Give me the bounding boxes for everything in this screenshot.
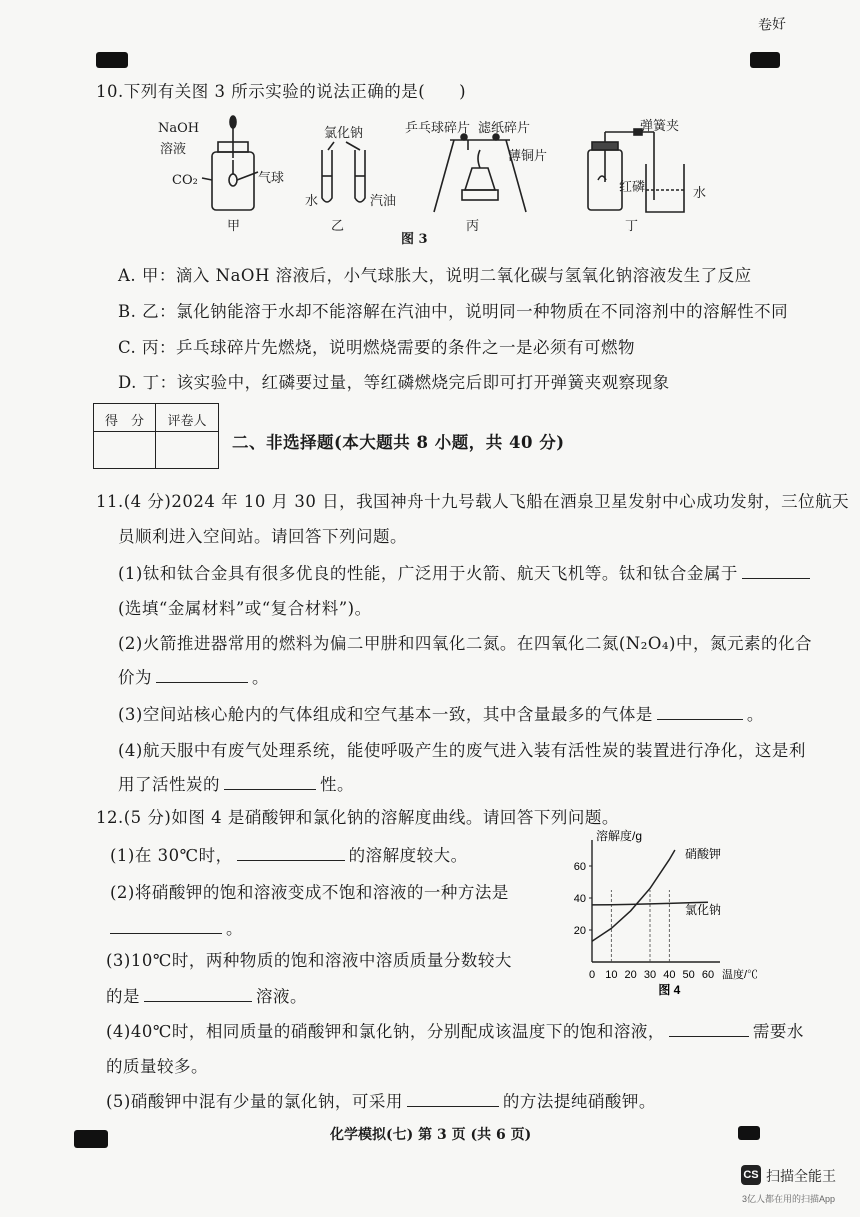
camscanner-logo-icon: CS (741, 1165, 761, 1185)
q11-part1-line1 (118, 560, 810, 584)
q12-part3-text: 的是 (106, 987, 140, 1006)
label-balloon: 气球 (258, 171, 285, 186)
q11-part1-text: (1)钛和钛合金具有很多优良的性能，广泛用于火箭、航天飞机等。钛和钛合金属于 (118, 564, 738, 583)
q12-answer-blank-4[interactable] (669, 1020, 749, 1037)
scanner-tagline: 3亿人都在用的扫描App (742, 1194, 836, 1204)
q12-part1-text: (1)在 30℃时， (110, 846, 233, 865)
x-tick-label: 10 (605, 969, 618, 981)
q11-line2: 员顺利进入空间站。请回答下列问题。 (118, 527, 407, 546)
q11-answer-blank-3[interactable] (657, 703, 743, 720)
q11-part2-line1: (2)火箭推进器常用的燃料为偏二甲肼和四氧化二氮。在四氧化二氮(N₂O₄)中，氮元素的化合 (118, 634, 812, 653)
series-label-kno3: 硝酸钾 (685, 847, 722, 861)
q10-option-d: D. 丁：该实验中，红磷要过量，等红磷燃烧完后即可打开弹簧夹观察现象 (118, 373, 670, 392)
label-pingpong: 乒乓球碎片 (405, 121, 471, 136)
q12-part4-end: 需要水 (752, 1022, 804, 1041)
q12-part4-text: (4)40℃时，相同质量的硝酸钾和氯化钠，分别配成该温度下的饱和溶液， (106, 1022, 665, 1041)
q12-answer-blank-2[interactable] (110, 917, 222, 934)
y-axis-label: 溶解度/g (596, 829, 643, 843)
q11-part3 (118, 701, 764, 725)
label-jia: 甲 (227, 219, 241, 234)
x-tick-label: 60 (701, 969, 715, 981)
page-footer: 化学模拟(七) 第 3 页 (共 6 页) (330, 1127, 532, 1143)
figure-4-chart (560, 826, 770, 996)
q12-part3-line2 (106, 983, 307, 1007)
redaction-mark-bottom-left (74, 1130, 108, 1148)
scanner-brand: 扫描全能王 (766, 1168, 836, 1184)
score-table (93, 403, 219, 469)
q12-part5-text: (5)硝酸钾中混有少量的氯化钠，可采用 (106, 1092, 403, 1111)
q12-answer-blank-5[interactable] (407, 1090, 499, 1107)
q11-part2-line2 (118, 664, 269, 688)
series-label-nacl: 氯化钠 (685, 903, 722, 917)
q10-option-b: B. 乙：氯化钠能溶于水却不能溶解在汽油中，说明同一种物质在不同溶剂中的溶解性不同 (118, 302, 789, 321)
apparatus-yi (322, 142, 365, 202)
redaction-mark-top-left (96, 52, 128, 68)
label-solution: 溶液 (160, 142, 187, 157)
redaction-mark-top-right (750, 52, 780, 68)
q12-part2-line1: (2)将硝酸钾的饱和溶液变成不饱和溶液的一种方法是 (110, 883, 509, 902)
x-tick-label: 30 (643, 969, 657, 981)
q11-part1-line2: (选填“金属材料”或“复合材料”)。 (118, 599, 372, 618)
q11-part4-line1: (4)航天服中有废气处理系统，能使呼吸产生的废气进入装有活性炭的装置进行净化，这是利 (118, 741, 806, 760)
q12-part1 (110, 842, 468, 866)
q11-part4-line2 (118, 771, 354, 795)
score-header: 得 分 (104, 414, 144, 429)
label-clamp: 弹簧夹 (640, 119, 680, 134)
apparatus-jia (202, 116, 258, 210)
q11-answer-blank-1[interactable] (742, 562, 810, 579)
figure-4-caption: 图 4 (658, 983, 681, 996)
x-tick-label: 0 (588, 969, 596, 981)
q12-part4-line1 (106, 1018, 804, 1042)
label-filter: 滤纸碎片 (478, 121, 531, 136)
q11-part4-text: 用了活性炭的 (118, 775, 220, 794)
q12-part1-end: 的溶解度较大。 (348, 846, 468, 865)
q12-part3-line1: (3)10℃时，两种物质的饱和溶液中溶质质量分数较大 (106, 951, 512, 970)
q12-answer-blank-1[interactable] (237, 844, 345, 861)
apparatus-ding (588, 129, 684, 212)
q11-answer-blank-4[interactable] (224, 773, 316, 790)
label-bing: 丙 (466, 219, 480, 234)
label-gasoline: 汽油 (370, 194, 397, 209)
label-naoh: NaOH (158, 121, 200, 136)
q11-line1: 11.(4 分)2024 年 10 月 30 日，我国神舟十九号载人飞船在酒泉卫星发射中心成功发射，三位航天 (96, 492, 850, 511)
q10-option-a: A. 甲：滴入 NaOH 溶液后，小气球胀大，说明二氧化碳与氢氧化钠溶液发生了反应 (118, 266, 752, 285)
q10-stem: 10.下列有关图 3 所示实验的说法正确的是( ) (96, 82, 467, 101)
y-tick-label: 40 (573, 893, 586, 905)
q12-part4-line2: 的质量较多。 (106, 1057, 208, 1076)
q11-part3-end: 。 (746, 705, 764, 724)
series-line-0 (592, 850, 675, 941)
q11-part2-end: 。 (252, 668, 269, 687)
q12-answer-blank-3[interactable] (144, 985, 252, 1002)
q11-part3-text: (3)空间站核心舱内的气体组成和空气基本一致，其中含量最多的气体是 (118, 705, 653, 724)
redaction-mark-bottom-right (738, 1126, 760, 1140)
q12-part3-end: 溶液。 (256, 987, 307, 1006)
label-water-ding: 水 (693, 186, 707, 201)
label-redp: 红磷 (619, 180, 646, 195)
q12-part5-end: 的方法提纯硝酸钾。 (502, 1092, 656, 1111)
q11-answer-blank-2[interactable] (156, 666, 248, 683)
label-ding: 丁 (625, 219, 639, 234)
q11-part4-end: 性。 (320, 775, 354, 794)
figure-3-caption: 图 3 (401, 232, 428, 247)
q10-option-c: C. 丙：乒乓球碎片先燃烧，说明燃烧需要的条件之一是必须有可燃物 (118, 338, 636, 357)
y-tick-label: 60 (573, 861, 586, 873)
label-nacl: 氯化钠 (324, 126, 364, 141)
label-water-yi: 水 (305, 194, 319, 209)
q12-part2-end: 。 (226, 919, 243, 938)
x-tick-label: 20 (624, 969, 637, 981)
q11-part2-text: 价为 (118, 668, 152, 687)
label-copper: 薄铜片 (508, 149, 548, 164)
section-2-heading: 二、非选择题(本大题共 8 小题，共 40 分) (232, 433, 565, 452)
label-co2: CO₂ (172, 173, 198, 188)
y-tick-label: 20 (573, 925, 586, 937)
q12-part5 (106, 1088, 656, 1112)
x-tick-label: 40 (663, 969, 676, 981)
q12-part2-line2 (110, 915, 243, 939)
x-axis-label: 温度/℃ (722, 969, 759, 981)
label-yi: 乙 (331, 219, 345, 234)
corner-tag: 卷好 (757, 16, 787, 34)
q12-stem: 12.(5 分)如图 4 是硝酸钾和氯化钠的溶解度曲线。请回答下列问题。 (96, 808, 619, 827)
reviewer-header: 评卷人 (167, 414, 207, 429)
x-tick-label: 50 (682, 969, 695, 981)
